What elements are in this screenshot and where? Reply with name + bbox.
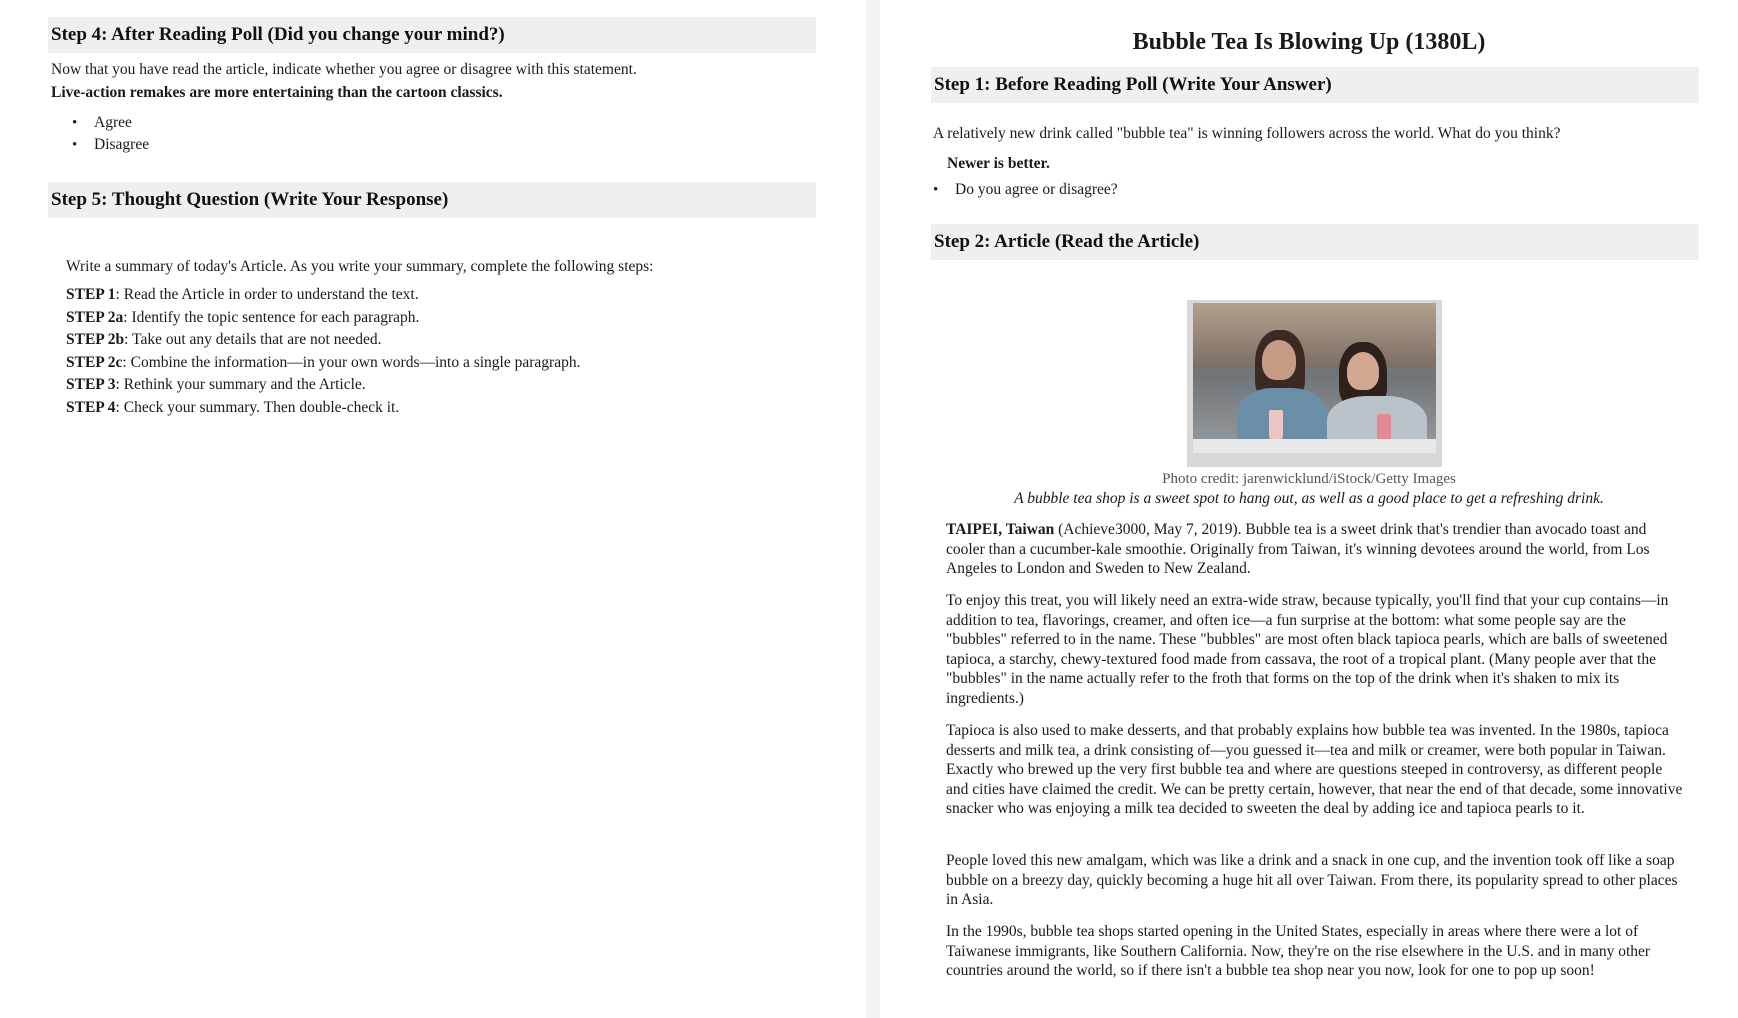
bubble-tea-photo	[1187, 300, 1442, 467]
dateline: TAIPEI, Taiwan	[946, 521, 1055, 538]
step4-instruction: Now that you have read the article, indicate whether you agree or disagree with this statement.	[51, 61, 637, 78]
article-paragraph-5: In the 1990s, bubble tea shops started opening in the United States, especially in areas where there were a lot of Taiwanese immigrants, like Southern California. Now, they're on the rise elsewhere in the U.S. and in many other countries around the world, so if there isn't a bubble tea shop near you now, look for one to pop up soon!	[946, 923, 1651, 980]
right-page	[880, 0, 1738, 1018]
article-paragraph-1: TAIPEI, Taiwan (Achieve3000, May 7, 2019). Bubble tea is a sweet drink that's trendier than avocado toast and cooler than a cucumber-kale smoothie. Originally from Taiwan, it's winning devotees around the world, from Los Angeles to London and Sweden to New Zealand.	[946, 521, 1650, 578]
step1-bullet: • Do you agree or disagree?	[933, 179, 1118, 201]
step5-header: Step 5: Thought Question (Write Your Response)	[48, 182, 816, 218]
summary-step: STEP 4: Check your summary. Then double-check it.	[66, 398, 400, 416]
article-paragraph-3: Tapioca is also used to make desserts, and that probably explains how bubble tea was invented. In the 1980s, tapioca desserts and milk tea, a drink consisting of—you guessed it—tea and milk or creamer, were both popular in Taiwan. Exactly who brewed up the very first bubble tea and where are questions steeped in controversy, as different people and cities have claimed the credit. We can be pretty certain, however, that near the end of that decade, some innovative snacker who was enjoying a milk tea decided to sweeten the deal by adding ice and tapioca pearls to it.	[946, 722, 1683, 818]
summary-step: STEP 2a: Identify the topic sentence for each paragraph.	[66, 308, 420, 326]
page-gutter	[866, 0, 880, 1018]
article-paragraph-4: People loved this new amalgam, which was like a drink and a snack in one cup, and the invention took off like a soap bubble on a breezy day, quickly becoming a huge hit all over Taiwan. From there, its popularity spread to other places in Asia.	[946, 852, 1678, 909]
option-disagree[interactable]: • Disagree	[72, 134, 149, 156]
step4-options	[72, 112, 149, 156]
step4-statement: Live-action remakes are more entertaining than the cartoon classics.	[51, 84, 503, 101]
photo-credit: Photo credit: jarenwicklund/iStock/Getty Images	[1162, 471, 1456, 487]
summary-step: STEP 2b: Take out any details that are not needed.	[66, 331, 382, 349]
step1-statement: Newer is better.	[947, 155, 1050, 172]
step1-question: A relatively new drink called "bubble tea" is winning followers across the world. What do you think?	[933, 125, 1561, 142]
summary-step: STEP 3: Rethink your summary and the Article.	[66, 376, 366, 394]
step4-header: Step 4: After Reading Poll (Did you change your mind?)	[48, 17, 816, 53]
option-agree[interactable]: • Agree	[72, 112, 149, 134]
summary-steps	[66, 284, 580, 420]
step2-header: Step 2: Article (Read the Article)	[931, 224, 1699, 260]
photo-caption: A bubble tea shop is a sweet spot to hang out, as well as a good place to get a refreshing drink.	[1014, 490, 1604, 507]
summary-step: STEP 1: Read the Article in order to understand the text.	[66, 286, 419, 303]
summary-step: STEP 2c: Combine the information—in your own words—into a single paragraph.	[66, 353, 581, 371]
step1-header: Step 1: Before Reading Poll (Write Your Answer)	[931, 67, 1699, 103]
article-title: Bubble Tea Is Blowing Up (1380L)	[1132, 29, 1486, 55]
left-page	[0, 0, 866, 1018]
step1-bullets	[933, 179, 1118, 201]
article-paragraph-2: To enjoy this treat, you will likely need an extra-wide straw, because typically, you'll find that your cup contains—in addition to tea, flavorings, creamer, and often ice—a fun surprise at the bottom: what some people say are the "bubbles" referred to in the name. These "bubbles" are most often black tapioca pearls, which are balls of sweetened tapioca, a starchy, chewy-textured food made from cassava, the root of a tropical plant. (Many people aver that the "bubbles" in the name actually refer to the froth that forms on the top of the drink when it's shaken to mix its ingredients.)	[946, 592, 1669, 707]
step5-intro: Write a summary of today's Article. As you write your summary, complete the following steps:	[66, 258, 654, 275]
